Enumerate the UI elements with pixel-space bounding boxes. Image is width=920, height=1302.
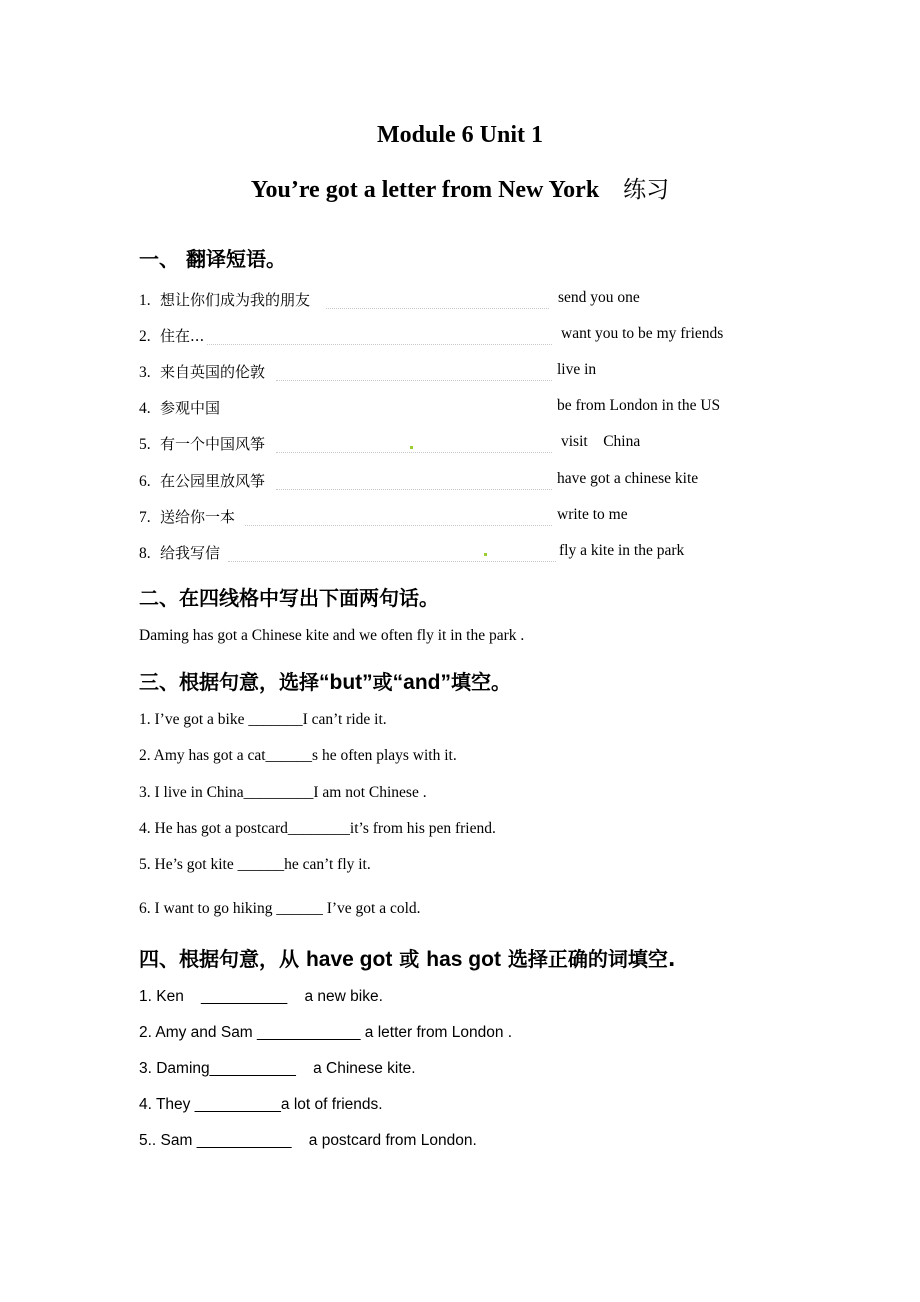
section3-item: 3. I live in China_________I am not Chinese . xyxy=(139,784,427,801)
subtitle-english: You’re got a letter from New York xyxy=(250,177,600,203)
answer-blank xyxy=(276,489,552,490)
section3-item: 4. He has got a postcard________it’s from his pen friend. xyxy=(139,820,496,837)
answer-blank xyxy=(245,525,552,526)
section1-row: 1. 想让你们成为我的朋友 xyxy=(139,291,311,309)
section1-row: 2. 住在... xyxy=(139,327,205,345)
section1-option: want you to be my friends xyxy=(561,325,724,342)
section1-heading: 一、 翻译短语。 xyxy=(139,247,286,271)
section3-item: 6. I want to go hiking ______ I’ve got a cold. xyxy=(139,900,421,917)
subtitle-chinese: 练习 xyxy=(623,177,670,203)
section3-item: 2. Amy has got a cat______s he often plays with it. xyxy=(139,747,457,764)
section1-option: write to me xyxy=(557,506,628,523)
answer-blank xyxy=(207,344,552,345)
section3-item: 1. I’ve got a bike _______I can’t ride it. xyxy=(139,711,387,728)
answer-blank xyxy=(276,380,552,381)
title-module: Module 6 Unit 1 xyxy=(376,122,543,148)
stray-mark xyxy=(484,553,487,556)
section4-heading: 四、根据句意，从 have got 或 has got 选择正确的词填空. xyxy=(139,947,676,971)
section3-item: 5. He’s got kite ______he can’t fly it. xyxy=(139,856,371,873)
answer-blank xyxy=(326,308,549,309)
section1-option: be from London in the US xyxy=(557,397,721,414)
section1-row: 5. 有一个中国风筝 xyxy=(139,435,266,453)
section1-option: fly a kite in the park xyxy=(559,542,685,559)
section4-item: 5.. Sam ___________ a postcard from London. xyxy=(139,1132,477,1149)
section2-heading: 二、在四线格中写出下面两句话。 xyxy=(139,586,439,610)
section1-option: have got a chinese kite xyxy=(557,470,699,487)
answer-blank xyxy=(228,561,556,562)
answer-blank xyxy=(276,452,552,453)
section1-option: live in xyxy=(557,361,597,378)
section3-heading: 三、根据句意，选择“but”或“and”填空。 xyxy=(139,670,511,694)
section1-row: 8. 给我写信 xyxy=(139,544,221,562)
section4-item: 3. Daming__________ a Chinese kite. xyxy=(139,1060,416,1077)
section1-row: 4. 参观中国 xyxy=(139,399,221,417)
section4-item: 1. Ken __________ a new bike. xyxy=(139,988,383,1005)
section4-item: 4. They __________a lot of friends. xyxy=(139,1096,383,1113)
stray-mark xyxy=(410,446,413,449)
title-subtitle xyxy=(0,171,920,204)
section4-item: 2. Amy and Sam ____________ a letter from London . xyxy=(139,1024,513,1041)
section1-row: 3. 来自英国的伦敦 xyxy=(139,363,266,381)
section1-row: 7. 送给你一本 xyxy=(139,508,236,526)
copy-sentence: Daming has got a Chinese kite and we often fly it in the park . xyxy=(139,627,525,644)
section1-option: send you one xyxy=(558,289,640,306)
section1-option: visit China xyxy=(561,433,641,450)
section1-row: 6. 在公园里放风筝 xyxy=(139,472,266,490)
